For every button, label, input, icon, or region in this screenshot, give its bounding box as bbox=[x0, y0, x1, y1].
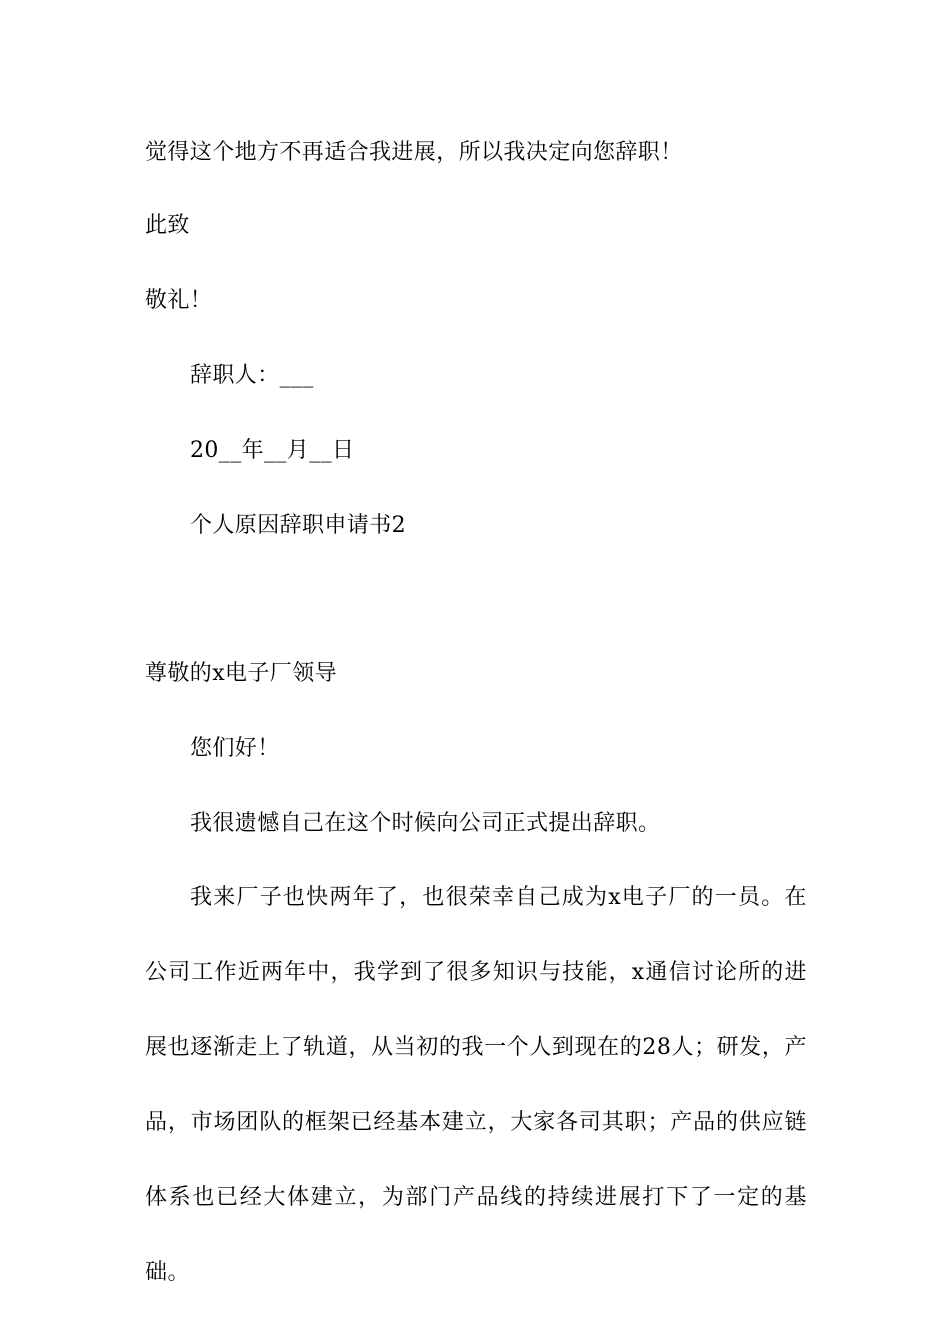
closing-line: 此致 bbox=[145, 213, 190, 238]
signature-line: 辞职人：___ bbox=[190, 363, 314, 388]
paragraph: 我来厂子也快两年了，也很荣幸自己成为x电子厂的一员。在公司工作近两年中，我学到了很多知识与技能，x通信讨论所的进展也逐渐走上了轨道，从当初的我一个人到现在的28人；研发，产品，市场团队的框架已经基本建立，大家各司其职；产品的供应链体系也已经大体建立，为部门产品线的持续进展打下了一定的基础。 bbox=[145, 885, 807, 1285]
section-title: 个人原因辞职申请书2 bbox=[190, 513, 406, 538]
salutation: 尊敬的x电子厂领导 bbox=[145, 661, 338, 686]
greeting: 您们好！ bbox=[190, 736, 280, 761]
paragraph: 我很遗憾自己在这个时候向公司正式提出辞职。 bbox=[190, 811, 661, 836]
text-line: 觉得这个地方不再适合我进展，所以我决定向您辞职！ bbox=[145, 140, 683, 165]
closing-line: 敬礼！ bbox=[145, 288, 213, 313]
date-line: 20__年__月__日 bbox=[190, 438, 355, 463]
